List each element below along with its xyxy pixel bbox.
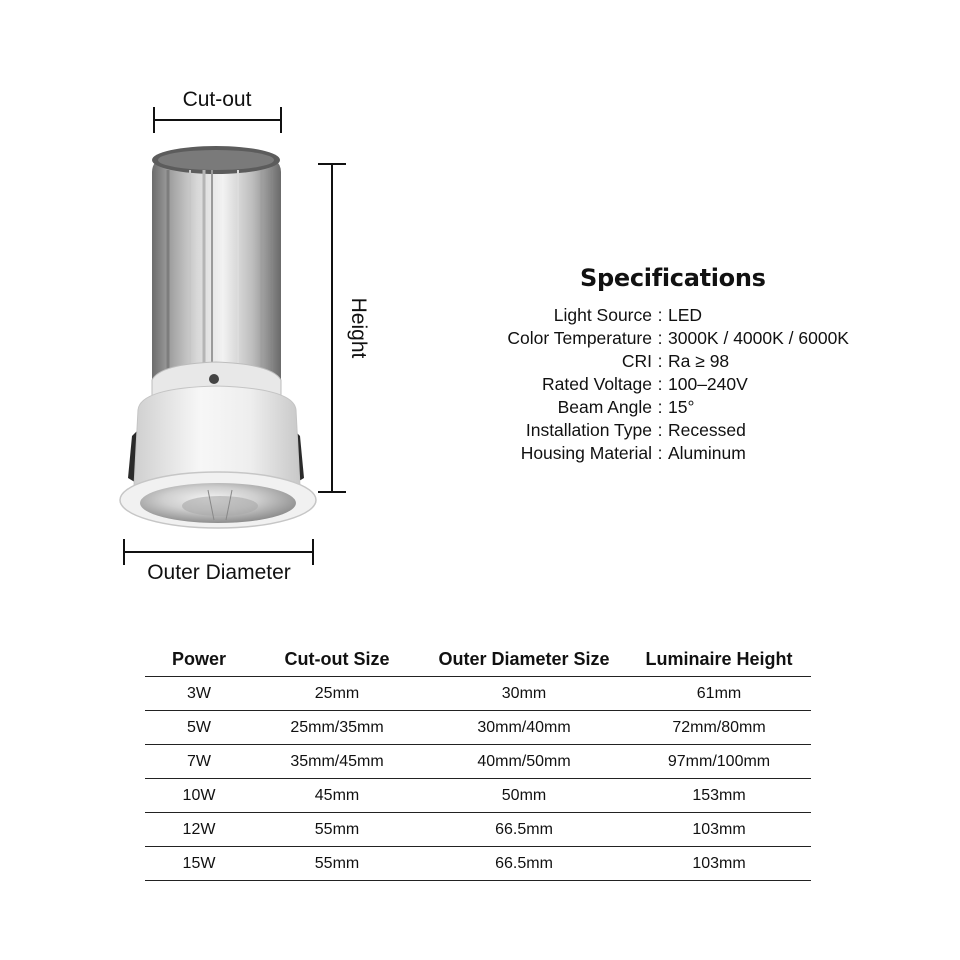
table-cell: 55mm [253,813,421,847]
spec-colon: : [657,328,663,348]
table-header-row [145,642,811,677]
table-cell: 35mm/45mm [253,745,421,779]
column-header-luminaire-height: Luminaire Height [627,642,811,677]
specifications-list [480,304,920,465]
table-row [145,745,811,779]
table-cell: 15W [145,847,253,881]
table-cell: 61mm [627,677,811,711]
spec-value: 100–240V [668,374,748,394]
cutout-label: Cut-out [182,88,252,111]
table-cell: 10W [145,779,253,813]
lens [140,483,296,523]
spec-value: Recessed [668,420,746,440]
spec-colon: : [657,443,663,463]
spec-colon: : [657,351,663,371]
specifications-title: Specifications [580,264,766,292]
spec-value: 3000K / 4000K / 6000K [668,328,849,348]
spec-label: Color Temperature [507,328,652,348]
table-cell: 25mm [253,677,421,711]
table-cell: 103mm [627,813,811,847]
height-label: Height [347,297,370,359]
outer-diameter-label: Outer Diameter [147,561,291,584]
table-row [145,847,811,881]
spec-row [480,304,920,327]
spec-label: Beam Angle [557,397,652,417]
table-cell: 66.5mm [421,813,627,847]
spec-label: Light Source [553,305,652,325]
spec-value: Aluminum [668,443,746,463]
spec-label: Rated Voltage [542,374,652,394]
table-cell: 55mm [253,847,421,881]
spec-value: 15° [668,397,695,417]
spec-colon: : [657,374,663,394]
table-cell: 50mm [421,779,627,813]
table-cell: 97mm/100mm [627,745,811,779]
table-cell: 25mm/35mm [253,711,421,745]
table-row [145,711,811,745]
spec-colon: : [657,397,663,417]
spec-row [480,442,920,465]
spec-colon: : [657,420,663,440]
spec-row [480,419,920,442]
spec-value: Ra ≥ 98 [668,351,730,371]
spec-row [480,396,920,419]
spec-row [480,373,920,396]
table-cell: 7W [145,745,253,779]
table-cell: 5W [145,711,253,745]
spec-value: LED [668,305,703,325]
table-cell: 40mm/50mm [421,745,627,779]
spec-colon: : [657,305,663,325]
table-row [145,779,811,813]
table-cell: 103mm [627,847,811,881]
table-cell: 45mm [253,779,421,813]
table-row [145,813,811,847]
column-header-power: Power [145,642,253,677]
spec-row [480,327,920,350]
table-cell: 66.5mm [421,847,627,881]
column-header-outer-diameter-size: Outer Diameter Size [421,642,627,677]
table-cell: 30mm [421,677,627,711]
table-cell: 72mm/80mm [627,711,811,745]
table-cell: 12W [145,813,253,847]
spec-label: Installation Type [525,420,652,440]
column-header-cutout-size: Cut-out Size [253,642,421,677]
height-dimension-line [318,164,346,492]
heatsink-body [152,146,281,388]
table-cell: 30mm/40mm [421,711,627,745]
spec-row [480,350,920,373]
size-table [145,642,811,881]
product-diagram [0,0,480,620]
spec-label: CRI [621,351,652,371]
table-cell: 153mm [627,779,811,813]
spec-label: Housing Material [520,443,652,463]
table-row [145,677,811,711]
table-cell: 3W [145,677,253,711]
